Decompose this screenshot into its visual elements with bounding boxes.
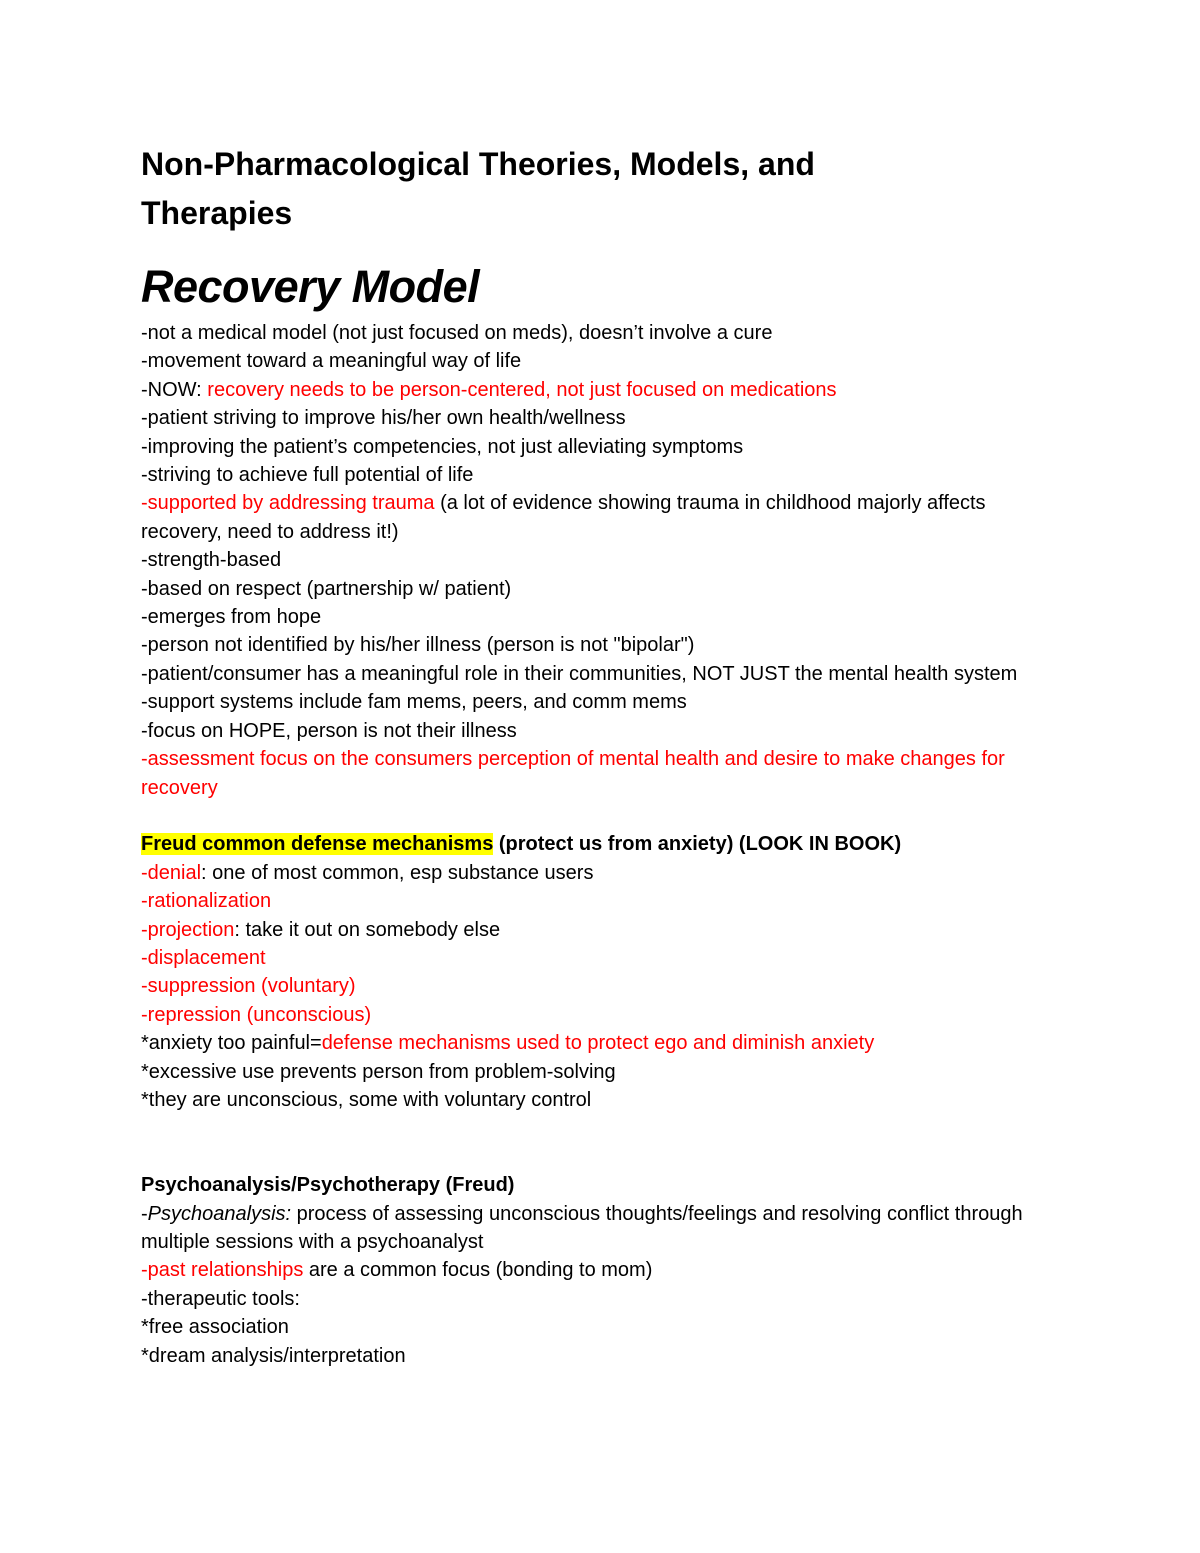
recovery-line-1: -not a medical model (not just focused on meds), doesn’t involve a cure [141,322,773,344]
freud-line-7-highlight: defense mechanisms used to protect ego and diminish anxiety [321,1032,875,1055]
recovery-model-heading: Recovery Model [141,261,480,312]
spacer [141,802,1071,830]
recovery-line-3 [141,376,1071,404]
recovery-line-9: -based on respect (partnership w/ patient) [141,577,512,600]
psycho-line-2-dash: - [141,1259,148,1282]
recovery-line-11: -person not identified by his/her illness (person is not "bipolar") [141,634,695,657]
recovery-line-15-dash: - [141,748,148,771]
psycho-line-1-rest: process of assessing unconscious thoughts/feelings and resolving conflict through multiple sessions with a psychoanalyst [141,1202,1023,1253]
freud-defense-heading-rest: (protect us from anxiety) (LOOK IN BOOK) [493,833,902,856]
freud-defense-heading-highlight: Freud common defense mechanisms [141,833,494,856]
psycho-line-2-rest: are a common focus (bonding to mom) [303,1259,653,1282]
psycho-line-1 [141,1200,1071,1257]
recovery-line-8: -strength-based [141,549,282,572]
freud-line-8: *excessive use prevents person from problem-solving [141,1060,616,1083]
freud-line-9: *they are unconscious, some with voluntary control [141,1088,592,1111]
psycho-line-4: *free association [141,1316,289,1339]
freud-line-4: -displacement [141,946,266,969]
recovery-line-3-highlight: recovery needs to be person-centered, not just focused on medications [207,378,837,401]
psycho-line-1-term: Psychoanalysis: [147,1202,292,1225]
freud-line-6: -repression (unconscious) [141,1003,372,1026]
recovery-line-15 [141,745,1071,802]
title-line-1: Non-Pharmacological Theories, Models, and [141,146,815,182]
psycho-line-1-dash: - [141,1202,148,1225]
freud-line-2: -rationalization [141,890,272,913]
freud-line-5: -suppression (voluntary) [141,975,356,998]
title-line-2: Therapies [141,195,293,231]
document-title [141,140,1071,238]
recovery-line-5: -improving the patient’s competencies, not just alleviating symptoms [141,435,744,458]
freud-line-1-term: -denial [141,861,202,884]
psychoanalysis-heading: Psychoanalysis/Psychotherapy (Freud) [141,1174,515,1197]
recovery-line-7 [141,489,1071,546]
recovery-line-7-highlight: supported by addressing trauma [147,492,435,515]
recovery-line-12: -patient/consumer has a meaningful role in their communities, NOT JUST the mental health system [141,662,1018,685]
psycho-line-2-highlight: past relationships [147,1259,304,1282]
freud-line-3 [141,916,1071,944]
recovery-line-13: -support systems include fam mems, peers, and comm mems [141,691,687,714]
freud-line-7-prefix: *anxiety too painful= [141,1032,322,1055]
freud-line-7 [141,1029,1071,1057]
psycho-line-2 [141,1256,1071,1284]
freud-defense-heading [141,830,1071,858]
recovery-line-15-highlight: assessment focus on the consumers perception of mental health and desire to make changes for recovery [141,748,1005,799]
recovery-line-10: -emerges from hope [141,606,322,629]
document-page [141,140,1071,1370]
recovery-line-14: -focus on HOPE, person is not their illness [141,719,517,742]
recovery-line-4: -patient striving to improve his/her own health/wellness [141,407,626,430]
freud-line-1-rest: : one of most common, esp substance users [201,861,594,884]
freud-line-3-term: -projection [141,918,235,941]
spacer [141,1114,1071,1171]
freud-line-1 [141,859,1071,887]
recovery-line-2: -movement toward a meaningful way of life [141,350,522,373]
recovery-line-6: -striving to achieve full potential of life [141,464,474,487]
recovery-line-3-prefix: -NOW: [141,378,208,401]
freud-line-3-rest: : take it out on somebody else [234,918,501,941]
recovery-line-7-dash: - [141,492,148,515]
recovery-line-7-rest: (a lot of evidence showing trauma in childhood majorly affects recovery, need to address it!) [141,492,986,543]
psycho-line-3: -therapeutic tools: [141,1287,300,1310]
psycho-line-5: *dream analysis/interpretation [141,1344,406,1367]
